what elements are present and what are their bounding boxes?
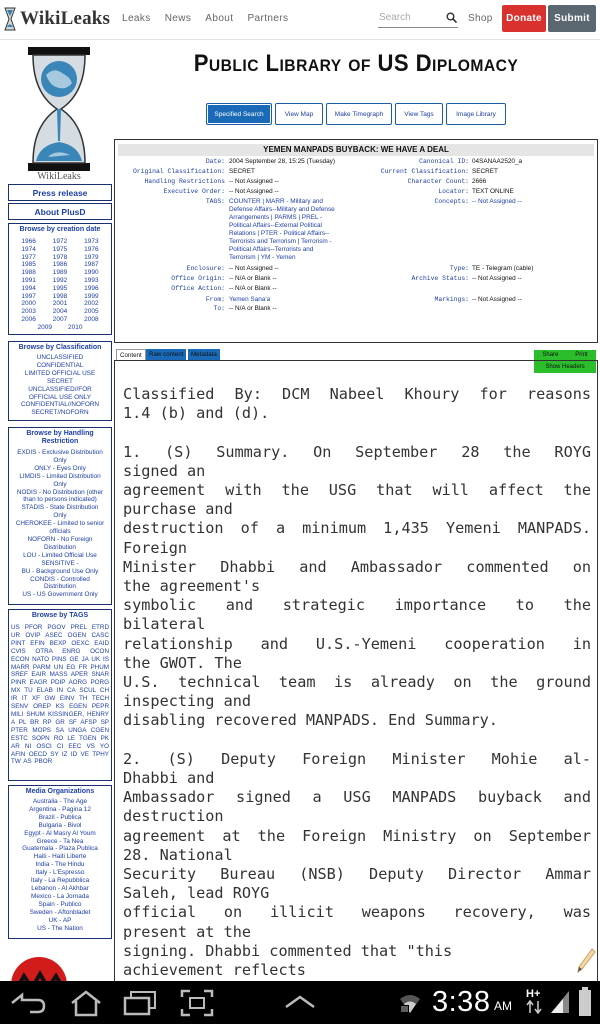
svg-text:H+: H+: [526, 988, 541, 1000]
media-link[interactable]: Greece - Ta Nea: [36, 837, 84, 845]
year-link[interactable]: 1987: [84, 261, 99, 269]
handling-link[interactable]: BU - Background Use Only: [21, 567, 99, 575]
classification-link[interactable]: CONFIDENTIAL//NOFORN: [20, 401, 100, 409]
handling-link[interactable]: ONLY - Eyes Only: [34, 464, 86, 472]
clock-ampm: AM: [494, 999, 512, 1013]
canonical-id-label: Canonical ID:: [419, 158, 469, 165]
type-label: Type:: [449, 265, 469, 272]
body-line: agreement at the Foreign Ministry on September: [123, 826, 591, 845]
enclosure-value: -- Not Assigned --: [229, 265, 279, 272]
from-label: From:: [205, 296, 225, 303]
nav-leaks[interactable]: Leaks: [122, 13, 151, 24]
classification-link[interactable]: LIMITED OFFICIAL USE: [24, 369, 96, 377]
year-link[interactable]: 1995: [52, 284, 68, 292]
handling-link[interactable]: Distribution: [44, 583, 76, 591]
wikileaks-logo[interactable]: [4, 5, 110, 33]
media-link[interactable]: Bulgaria - Bivol: [38, 821, 82, 829]
cable-tag-line[interactable]: Terrorism | YM - Yemen: [229, 254, 296, 261]
handling-link[interactable]: CHEROKEE - Limited to senior: [15, 520, 105, 528]
tab-raw-content[interactable]: Raw content: [146, 349, 186, 360]
handling-link[interactable]: Only: [53, 456, 67, 464]
handling-list: [9, 449, 111, 599]
page-title: Public Library of US Diplomacy: [193, 50, 519, 77]
media-link[interactable]: Argentina - Pagina 12: [29, 805, 91, 813]
cable-tag-line[interactable]: Arrangements | PARMS | PREL -: [229, 214, 323, 221]
search-icon[interactable]: [446, 12, 457, 23]
handling-link[interactable]: US - US Government Only: [22, 591, 98, 599]
body-line: symbolic and strategic importance to the: [123, 596, 591, 615]
tags-label: TAGS:: [205, 198, 225, 205]
from-value[interactable]: Yemen Sana'a: [229, 296, 271, 303]
year-list-tail: [9, 324, 111, 332]
logo-caption: WikiLeaks: [37, 171, 81, 182]
year-link[interactable]: 1992: [52, 276, 68, 284]
nav-partners[interactable]: Partners: [247, 13, 289, 24]
tab-content[interactable]: Content: [116, 349, 146, 360]
year-link[interactable]: 1998: [52, 292, 68, 300]
handling-link[interactable]: NOFORN - No Foreign: [27, 535, 93, 543]
year-link[interactable]: 2005: [84, 308, 99, 316]
network-type-icon: [526, 987, 546, 1015]
year-link[interactable]: 2010: [68, 323, 83, 331]
year-link[interactable]: 1973: [84, 238, 99, 245]
media-link[interactable]: Italy - La Repubblica: [30, 877, 90, 885]
year-link[interactable]: 2002: [84, 300, 99, 308]
office-action-label: Office Action:: [171, 285, 225, 292]
year-link[interactable]: 2004: [52, 308, 68, 316]
canonical-id-value: 04SANAA2520_a: [472, 158, 523, 165]
handling-link[interactable]: officials: [49, 528, 71, 536]
media-organizations-title: Media Organizations: [25, 788, 95, 795]
media-link[interactable]: UK - AP: [48, 916, 72, 924]
concepts-value[interactable]: -- Not Assigned --: [472, 198, 522, 205]
year-link[interactable]: 2000: [21, 300, 36, 308]
battery-icon: [578, 987, 592, 1017]
media-link[interactable]: India - The Hindu: [35, 861, 85, 869]
office-action-value: -- N/A or Blank --: [229, 285, 277, 292]
markings-label: Markings:: [434, 296, 469, 303]
donate-button[interactable]: Donate: [502, 5, 546, 32]
browse-by-tags-title: Browse by TAGS: [31, 612, 89, 619]
year-link[interactable]: 1977: [21, 253, 36, 261]
cable-metadata-card: [114, 139, 598, 343]
media-link[interactable]: US - The Nation: [37, 924, 83, 932]
handling-restrictions-value: -- Not Assigned --: [229, 178, 279, 185]
view-map-button[interactable]: View Map: [275, 103, 323, 125]
press-release-button[interactable]: Press release: [8, 184, 112, 201]
body-paragraph: [123, 385, 591, 423]
year-link[interactable]: 1989: [52, 269, 68, 277]
office-origin-value: -- N/A or Blank --: [229, 275, 277, 282]
year-link[interactable]: 1972: [52, 238, 68, 245]
body-line: present at the: [123, 922, 252, 941]
browse-by-classification-box: [8, 341, 112, 421]
pencil-icon[interactable]: [576, 948, 596, 974]
cable-tag-line[interactable]: Defense Affairs--Military and Defense: [229, 206, 335, 213]
shop-link[interactable]: Shop: [468, 13, 493, 24]
enclosure-label: Enclosure:: [186, 265, 225, 272]
office-origin-label: Office Origin:: [171, 275, 225, 282]
cable-tags[interactable]: [229, 198, 359, 262]
signal-icon: [549, 989, 571, 1015]
year-list: [9, 238, 111, 324]
media-list: [9, 798, 111, 932]
locator-label: Locator:: [438, 188, 469, 195]
nav-news[interactable]: News: [164, 13, 192, 24]
year-link[interactable]: 2009: [37, 323, 52, 331]
body-line: achievement reflects: [123, 961, 306, 980]
year-link[interactable]: 1978: [52, 253, 68, 261]
body-line: agreement with the USG that will affect the: [123, 481, 591, 499]
browse-by-date-title: Browse by creation date: [19, 226, 101, 233]
body-line: destruction of a minimum 1,435 Yemeni MANPADS.: [123, 519, 591, 538]
body-line: Minister Dhabbi and Ambassador commented on: [123, 557, 591, 576]
body-line: Security Bureau (NSB) Deputy Director Ammar: [123, 865, 591, 884]
body-line: Dhabbi and: [123, 769, 215, 788]
menu-up-icon[interactable]: [282, 993, 318, 1011]
body-line: relationship and U.S.-Yemeni cooperation in: [123, 634, 591, 653]
year-link[interactable]: 1990: [84, 269, 99, 277]
body-line: purchase and: [123, 500, 233, 519]
nav-about[interactable]: About: [205, 13, 234, 24]
handling-link[interactable]: STADIS - State Distribution: [21, 504, 99, 512]
year-link[interactable]: 2001: [52, 300, 68, 308]
logo-text: WikiLeaks: [20, 8, 111, 29]
year-link[interactable]: 1985: [21, 261, 36, 269]
handling-link[interactable]: EXDIS - Exclusive Distribution: [17, 449, 103, 456]
about-plusd-button[interactable]: About PlusD: [8, 203, 112, 220]
year-link[interactable]: 1996: [84, 284, 99, 292]
body-paragraph: [123, 443, 591, 731]
media-link[interactable]: Spain - Publico: [38, 900, 82, 908]
media-link[interactable]: Haiti - Haiti Liberte: [33, 853, 87, 861]
body-line: the agreement's: [123, 577, 261, 596]
browse-by-tags-box: [8, 609, 112, 781]
year-link[interactable]: 1988: [21, 269, 36, 277]
submit-button[interactable]: Submit: [548, 5, 596, 32]
handling-link[interactable]: CONDIS - Controlled: [30, 575, 90, 583]
browse-by-handling-title: Browse by Handling Restriction: [26, 430, 94, 445]
share-button[interactable]: Share: [542, 352, 559, 358]
wifi-icon: [398, 991, 422, 1015]
year-link[interactable]: 1999: [84, 292, 99, 300]
body-line: 1.4 (b) and (d).: [123, 404, 270, 423]
tags-cloud[interactable]: US PFOR PGOV PREL ETRD UR OVIP ASEC OGEN CASC PINT EFIN BEXP OEXC EAID CVIS OTRA ENRG OCON ECON NATO PINS GE JA UK IS MARR PARM UN EG FR PHUM SREF EAIR MASS APER SNAR PINR EAGR PDIP AORG PORG MX TU ELAB IN CA SCUL CH IR IT XF GW EINV TH TECH SENV OREP KS EGEN PEPR MILI SHUM KISSINGER, HENRY A PL BR RP GR SF AFSP SP PTER MOPS SA UNGA CGEN ESTC SOPN RO LE TGEN PK AR NI OSCI CI EEC VS YO AFIN OECD SY IZ ID VE TPHY TW AS PBOR: [11, 624, 109, 766]
classification-link[interactable]: SECRET: [47, 377, 73, 385]
cable-tag-line[interactable]: COUNTER | MARR - Military and: [229, 198, 323, 205]
wikileaks-hourglass-logo[interactable]: [26, 45, 92, 185]
type-value: TE - Telegram (cable): [472, 265, 534, 272]
cable-title: YEMEN MANPADS BUYBACK: WE HAVE A DEAL: [118, 144, 594, 156]
current-classification-label: Current Classification:: [380, 168, 469, 175]
browse-by-classification-title: Browse by Classification: [18, 344, 102, 351]
tab-metadata[interactable]: Metadata: [188, 349, 220, 360]
make-timegraph-button[interactable]: Make Timegraph: [326, 103, 392, 125]
classification-list: [9, 354, 111, 417]
year-link[interactable]: 1986: [52, 261, 68, 269]
show-headers-button[interactable]: Show Headers: [534, 361, 596, 373]
handling-link[interactable]: Distribution: [44, 543, 76, 551]
home-icon[interactable]: [68, 989, 104, 1017]
handling-link[interactable]: LOU - Limited Official Use: [23, 551, 97, 559]
media-link[interactable]: Mexico - La Jornada: [31, 892, 89, 900]
cable-body: [123, 385, 591, 981]
year-link[interactable]: 2008: [84, 315, 99, 323]
year-link[interactable]: 1974: [21, 245, 36, 253]
specified-search-button[interactable]: Specified Search: [206, 103, 272, 125]
image-library-button[interactable]: Image Library: [446, 103, 506, 125]
media-link[interactable]: Sweden - Aftonbladet: [29, 908, 91, 916]
handling-link[interactable]: Only: [53, 480, 67, 488]
classification-link[interactable]: OFFICIAL USE ONLY: [28, 393, 92, 401]
body-line: the GWOT. The: [123, 653, 242, 672]
markings-value: -- Not Assigned --: [472, 296, 522, 303]
year-link[interactable]: 1976: [84, 245, 99, 253]
media-link[interactable]: Egypt - Al Masry Al Youm: [24, 829, 96, 837]
to-label: To:: [213, 305, 225, 312]
clock-time: 3:38: [432, 986, 491, 1018]
cable-body-frame: [114, 361, 598, 981]
top-header: [0, 0, 600, 40]
year-link[interactable]: 1975: [52, 245, 68, 253]
media-link[interactable]: Italy - L'Espresso: [35, 869, 85, 877]
archive-status-value: -- Not Assigned --: [472, 275, 522, 282]
body-line: official on illicit weapons recovery, was: [123, 903, 591, 922]
year-link[interactable]: 2003: [21, 308, 36, 316]
media-link[interactable]: Brazil - Publica: [38, 813, 82, 821]
classification-link[interactable]: SECRET//NOFORN: [31, 409, 89, 417]
executive-order-label: Executive Order:: [163, 188, 225, 195]
media-link[interactable]: Australia - The Age: [32, 798, 88, 805]
year-link[interactable]: 2007: [52, 315, 68, 323]
view-tags-button[interactable]: View Tags: [395, 103, 443, 125]
body-line: Classified By: DCM Nabeel Khoury for reasons: [123, 385, 591, 403]
year-link[interactable]: 1993: [84, 276, 99, 284]
body-line: signed an: [123, 461, 206, 480]
body-paragraph: [123, 750, 591, 980]
handling-restrictions-label: Handling Restrictions: [144, 178, 225, 185]
media-link[interactable]: Guatemala - Plaza Publica: [22, 845, 98, 853]
browse-by-date-box: [8, 223, 112, 335]
body-line: 28. National: [123, 845, 233, 864]
body-line: disabling recovered MANPADS. End Summary.: [123, 711, 498, 730]
cable-tag-line[interactable]: Political Affairs--External Political: [229, 222, 322, 229]
media-link[interactable]: Lebanon - Al Akhbar: [31, 884, 89, 892]
body-line: destruction: [123, 807, 224, 826]
handling-link[interactable]: LIMDIS - Limited Distribution: [19, 472, 101, 480]
body-line: 2. (S) Deputy Foreign Minister Mohie al-: [123, 749, 591, 768]
body-line: inspecting and: [123, 692, 252, 711]
concepts-label: Concepts:: [434, 198, 469, 205]
toolbar: [206, 103, 506, 125]
current-classification-value: SECRET: [472, 168, 498, 175]
year-link[interactable]: 1966: [21, 238, 36, 245]
hourglass-logo-icon: [26, 45, 92, 173]
character-count-value: 2666: [472, 178, 487, 185]
body-line: signing. Dhabbi commented that "this: [123, 941, 453, 960]
cable-tag-line[interactable]: Political Affairs--Terrorists and: [229, 246, 314, 253]
back-icon[interactable]: [8, 991, 48, 1015]
hourglass-icon: [4, 7, 16, 31]
to-value: -- N/A or Blank --: [229, 305, 277, 312]
handling-link[interactable]: than to persons indicated): [23, 496, 97, 504]
content-tabs: [114, 349, 598, 361]
body-line: 1. (S) Summary. On September 28 the ROYG: [123, 442, 591, 461]
recent-apps-icon[interactable]: [122, 990, 158, 1016]
year-link[interactable]: 1997: [21, 292, 36, 300]
body-line: Foreign: [123, 538, 188, 557]
share-print-bar: [534, 350, 596, 360]
classification-link[interactable]: CONFIDENTIAL: [36, 361, 84, 369]
cable-tag-line[interactable]: Terrorists and Terrorism | Terrorism -: [229, 238, 332, 245]
print-button[interactable]: Print: [575, 352, 588, 358]
cable-tag-line[interactable]: Relations | PTER - Political Affairs--: [229, 230, 330, 237]
body-line: bilateral: [123, 615, 206, 634]
classification-link[interactable]: UNCLASSIFIED//FOR: [28, 385, 92, 393]
body-line: Saleh, lead ROYG: [123, 884, 270, 903]
executive-order-value: -- Not Assigned --: [229, 188, 279, 195]
browse-by-handling-box: [8, 427, 112, 605]
original-classification-value: SECRET: [229, 168, 255, 175]
handling-link[interactable]: Only: [53, 512, 67, 520]
handling-link[interactable]: SENSITIVE -: [41, 559, 79, 567]
year-link[interactable]: 1994: [21, 284, 36, 292]
handling-link[interactable]: NODIS - No Distribution (other: [16, 488, 104, 496]
year-link[interactable]: 1991: [21, 276, 36, 284]
body-line: U.S. technical team is already on the ground: [123, 673, 591, 692]
screenshot-icon[interactable]: [180, 989, 214, 1017]
media-organizations-box: [8, 785, 112, 939]
year-link[interactable]: 1979: [84, 253, 99, 261]
year-link[interactable]: 2006: [21, 315, 36, 323]
character-count-label: Character Count:: [407, 178, 469, 185]
date-label: Date:: [205, 158, 225, 165]
body-line: Ambassador signed a USG MANPADS buyback and: [123, 788, 591, 807]
archive-status-label: Archive Status:: [411, 275, 469, 282]
date-value: 2004 September 28, 15:25 (Tuesday): [229, 158, 335, 165]
classification-link[interactable]: UNCLASSIFIED: [36, 354, 84, 361]
top-nav: [122, 13, 288, 24]
locator-value: TEXT ONLINE: [472, 188, 514, 195]
original-classification-label: Original Classification:: [132, 168, 225, 175]
